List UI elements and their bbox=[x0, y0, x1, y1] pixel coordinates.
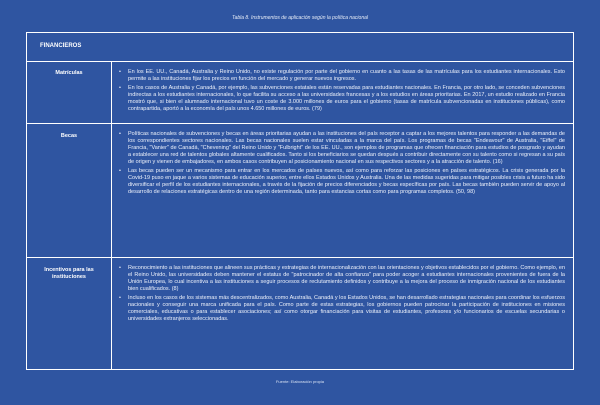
list-item bbox=[119, 69, 565, 83]
bullet-icon: • bbox=[119, 131, 121, 137]
section-title: FINANCIEROS bbox=[40, 43, 82, 49]
table-caption: Tabla 8. Instrumentos de aplicación según la política nacional bbox=[231, 15, 368, 21]
list-item bbox=[119, 168, 565, 196]
section-header bbox=[27, 33, 573, 62]
row-label: Matrículas bbox=[55, 70, 83, 76]
list-item bbox=[119, 85, 565, 113]
table-row-incentivos bbox=[27, 258, 573, 369]
row-content bbox=[119, 69, 565, 115]
bullet-icon: • bbox=[119, 168, 121, 174]
column-divider bbox=[111, 124, 112, 257]
list-item-text: Incluso en los casos de los sistemas más descentralizados, como Australia, Canadá y los Estados Unidos, se han desarrollado estrategias nacionales para coordinar los esfuerzos nacionales y conseguir una marca unificada para el país. Como parte de estas estrategias, los gobiernos pueden patrocinar la participación de instituciones en misiones comerciales, educativas o para establecer asociaciones; así como otorgar financiación para visitas de estudiantes, profesores y/o funcionarios de escuelas secundarias o universidades extranjeros seleccionadas. bbox=[128, 295, 565, 322]
list-item-text: Reconocimiento a las instituciones que alineen sus prácticas y estrategias de internacionalización con las orientaciones y objetivos establecidos por el gobierno. Como ejemplo, en el Reino Unido, las universidades deben mantener el estatus de "patrocinador de alta confianza" para poder acoger a estudiantes internacionales provenientes de fuera de la Unión Europea, lo cual incentiva a las instituciones a seguir procesos de reclutamiento definidos y contribuye a la mejora del proceso de inmigración nacional de los estudiantes bien cualificados. (8) bbox=[128, 265, 565, 292]
bullet-icon: • bbox=[119, 85, 121, 91]
row-label: Incentivos para las instituciones bbox=[44, 267, 94, 280]
column-divider bbox=[111, 62, 112, 123]
column-divider bbox=[111, 258, 112, 369]
policy-instruments-table bbox=[26, 32, 574, 370]
table-row-becas bbox=[27, 124, 573, 258]
bullet-icon: • bbox=[119, 69, 121, 75]
row-label: Becas bbox=[60, 133, 78, 139]
bullet-icon: • bbox=[119, 295, 121, 301]
list-item-text: En los casos de Australia y Canadá, por ejemplo, las subvenciones estatales están reservadas para estudiantes nacionales. En Francia, por otro lado, se conceden subvenciones indirectas a los estudiantes internacionales, lo que facilita su acceso a las universidades francesas y a los estudios en áreas prioritarias. En 2017, un estudio realizado en Francia mostró que, si bien el alumnado internacional tuvo un coste de 3.000 millones de euros para el gobierno (tasas de matrícula subvencionadas en instituciones públicas), como contrapartida, aportó a la economía del país unos 4.650 millones de euros. (79) bbox=[128, 85, 565, 112]
list-item-text: Las becas pueden ser un mecanismo para entrar en los mercados de países nuevos, así como para reforzar las posiciones en países estratégicos. La crisis generada por la Covid-19 puso en jaque a varios sistemas de educación superior, entre ellos Estados Unidos y Australia. Una de las medidas sugeridas para mitigar posibles crisis a futuro ha sido diversificar el perfil de los estudiantes internacionales, a través de la fijación de precios diferenciados y becas específicas por país. Las becas también pueden servir de apoyo al desarrollo de relaciones estratégicas dentro de una región determinada, tanto para estancias cortas como para programas completos. (50, 98) bbox=[128, 168, 565, 195]
table-row-matriculas bbox=[27, 62, 573, 124]
table-source-note: Fuente: Elaboración propia bbox=[275, 379, 325, 384]
list-item bbox=[119, 265, 565, 293]
row-content bbox=[119, 265, 565, 325]
bullet-icon: • bbox=[119, 265, 121, 271]
list-item-text: Políticas nacionales de subvenciones y becas en áreas prioritarias ayudan a las instituciones del país receptor a captar a los mejores talentos para responder a las demandas de los correspondientes sectores nacionales. Las becas nacionales suelen estar vinculadas a la marca del país. Los programas de becas "Endeavour" de Australia, "Eiffel" de Francia, "Vanier" de Canadá, "Chevening" del Reino Unido y "Fulbright" de los EE. UU., son ejemplos de programas que ofrecen financiación para estudios de posgrado y ayudan a establecer una red de talentos globales altamente cualificados. Tanto si los beneficiarios se quedan después a contribuir directamente con su talento como si regresan a su país de origen y vienen de embajadores, en ambos casos contribuyen al posicionamiento nacional en sus respectivos sectores y a la atracción de talento. (16) bbox=[128, 131, 565, 165]
list-item bbox=[119, 295, 565, 323]
row-content bbox=[119, 131, 565, 198]
list-item bbox=[119, 131, 565, 166]
list-item-text: En los EE. UU., Canadá, Australia y Reino Unido, no existe regulación por parte del gobierno en cuanto a las tasas de las matrículas para los estudiantes internacionales. Esto permite a las instituciones fijar los precios en función del mercado y generar nuevos ingresos. bbox=[128, 69, 565, 82]
